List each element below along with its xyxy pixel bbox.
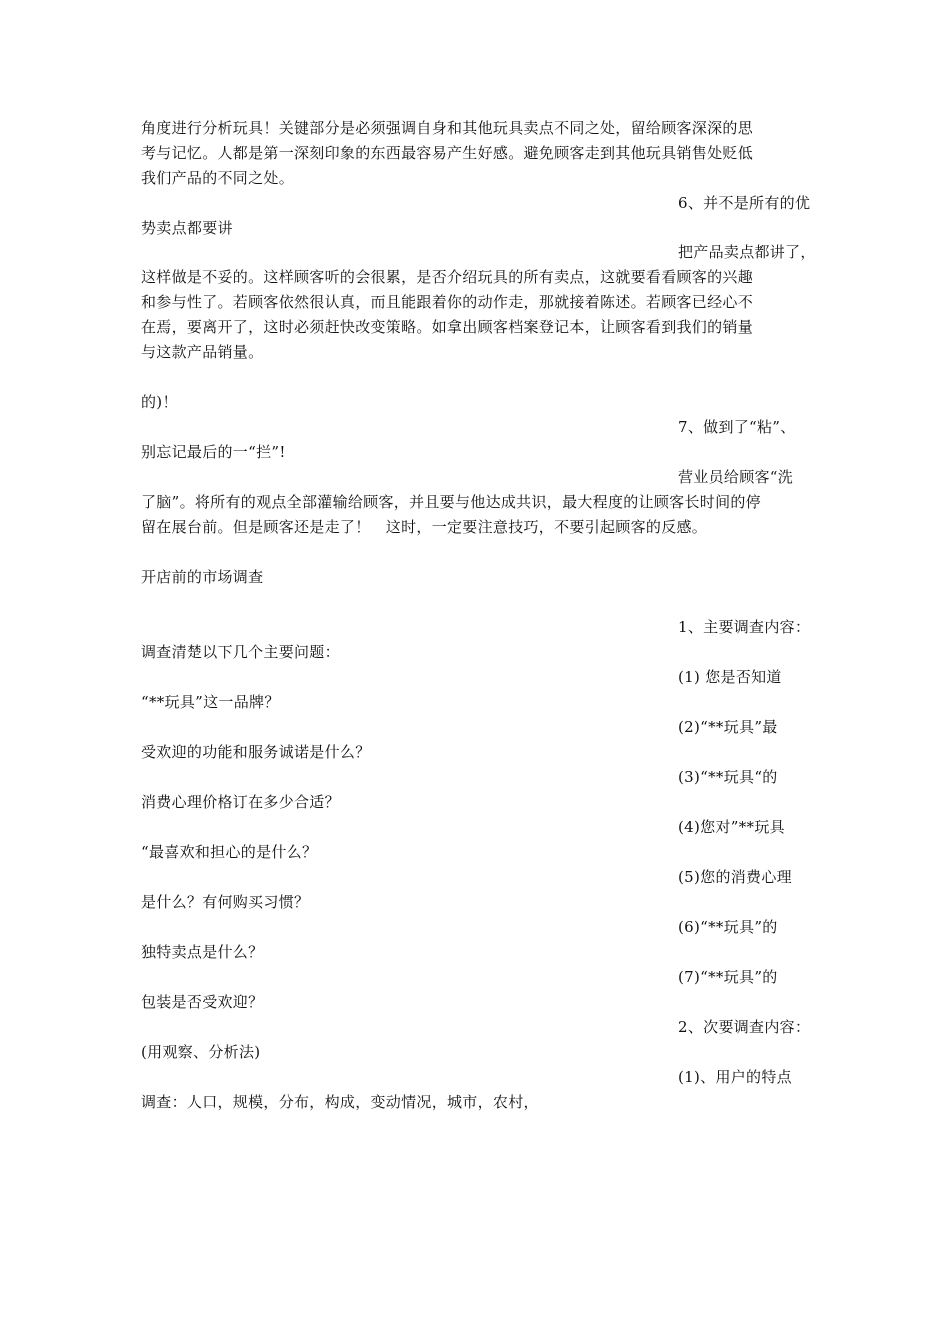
text-line: 2、次要调查内容： (678, 1018, 811, 1036)
text-line: 的)！ (141, 393, 178, 411)
text-line: 是什么？有何购买习惯？ (141, 893, 310, 911)
text-line: 6、并不是所有的优 (678, 194, 811, 212)
text-line: 势卖点都要讲 (141, 219, 233, 237)
text-line: 受欢迎的功能和服务诚诺是什么？ (141, 743, 371, 761)
text-line: (6)“**玩具”的 (678, 918, 778, 936)
text-line: (1) 您是否知道 (678, 668, 782, 686)
text-line: “最喜欢和担心的是什么？ (141, 843, 318, 861)
text-line: 和参与性了。若顾客依然很认真，而且能跟着你的动作走，那就接着陈述。若顾客已经心不 (141, 293, 754, 311)
text-line: 1、主要调查内容： (678, 618, 811, 636)
text-line: 把产品卖点都讲了， (678, 243, 816, 261)
text-line: 7、做到了“粘”、 (678, 418, 796, 436)
text-line: 角度进行分析玩具！关键部分是必须强调自身和其他玩具卖点不同之处，留给顾客深深的思 (141, 119, 754, 137)
text-line: 我们产品的不同之处。 (141, 169, 295, 187)
text-line: 考与记忆。人都是第一深刻印象的东西最容易产生好感。避免顾客走到其他玩具销售处贬低 (141, 144, 754, 162)
text-line: 了脑”。将所有的观点全部灌输给顾客，并且要与他达成共识，最大程度的让顾客长时间的停 (141, 493, 761, 511)
text-line: 包装是否受欢迎？ (141, 993, 264, 1011)
text-line: (5)您的消费心理 (678, 868, 792, 886)
text-line: 调查清楚以下几个主要问题： (141, 643, 340, 661)
text-line: 留在展台前。但是顾客还是走了！ 这时，一定要注意技巧，不要引起顾客的反感。 (141, 518, 708, 536)
text-line: (7)“**玩具”的 (678, 968, 778, 986)
text-line: (4)您对”**玩具 (678, 818, 785, 836)
text-line: 调查：人口，规模，分布，构成，变动情况，城市，农村， (141, 1093, 539, 1111)
text-line: (2)“**玩具”最 (678, 718, 778, 736)
text-line: 营业员给顾客“洗 (678, 468, 794, 486)
text-line: 消费心理价格订在多少合适？ (141, 793, 340, 811)
text-line: (用观察、分析法) (141, 1043, 261, 1061)
text-line: 独特卖点是什么？ (141, 943, 264, 961)
text-line: 这样做是不妥的。这样顾客听的会很累，是否介绍玩具的所有卖点，这就要看看顾客的兴趣 (141, 268, 754, 286)
section-heading: 开店前的市场调查 (141, 568, 264, 586)
text-line: 别忘记最后的一“拦”! (141, 443, 286, 461)
text-line: 在焉，要离开了，这时必须赶快改变策略。如拿出顾客档案登记本，让顾客看到我们的销量 (141, 318, 754, 336)
text-line: (3)“**玩具“的 (678, 768, 778, 786)
text-line: (1)、用户的特点 (678, 1068, 792, 1086)
text-line: 与这款产品销量。 (141, 343, 264, 361)
text-line: “**玩具”这一品牌？ (141, 693, 280, 711)
